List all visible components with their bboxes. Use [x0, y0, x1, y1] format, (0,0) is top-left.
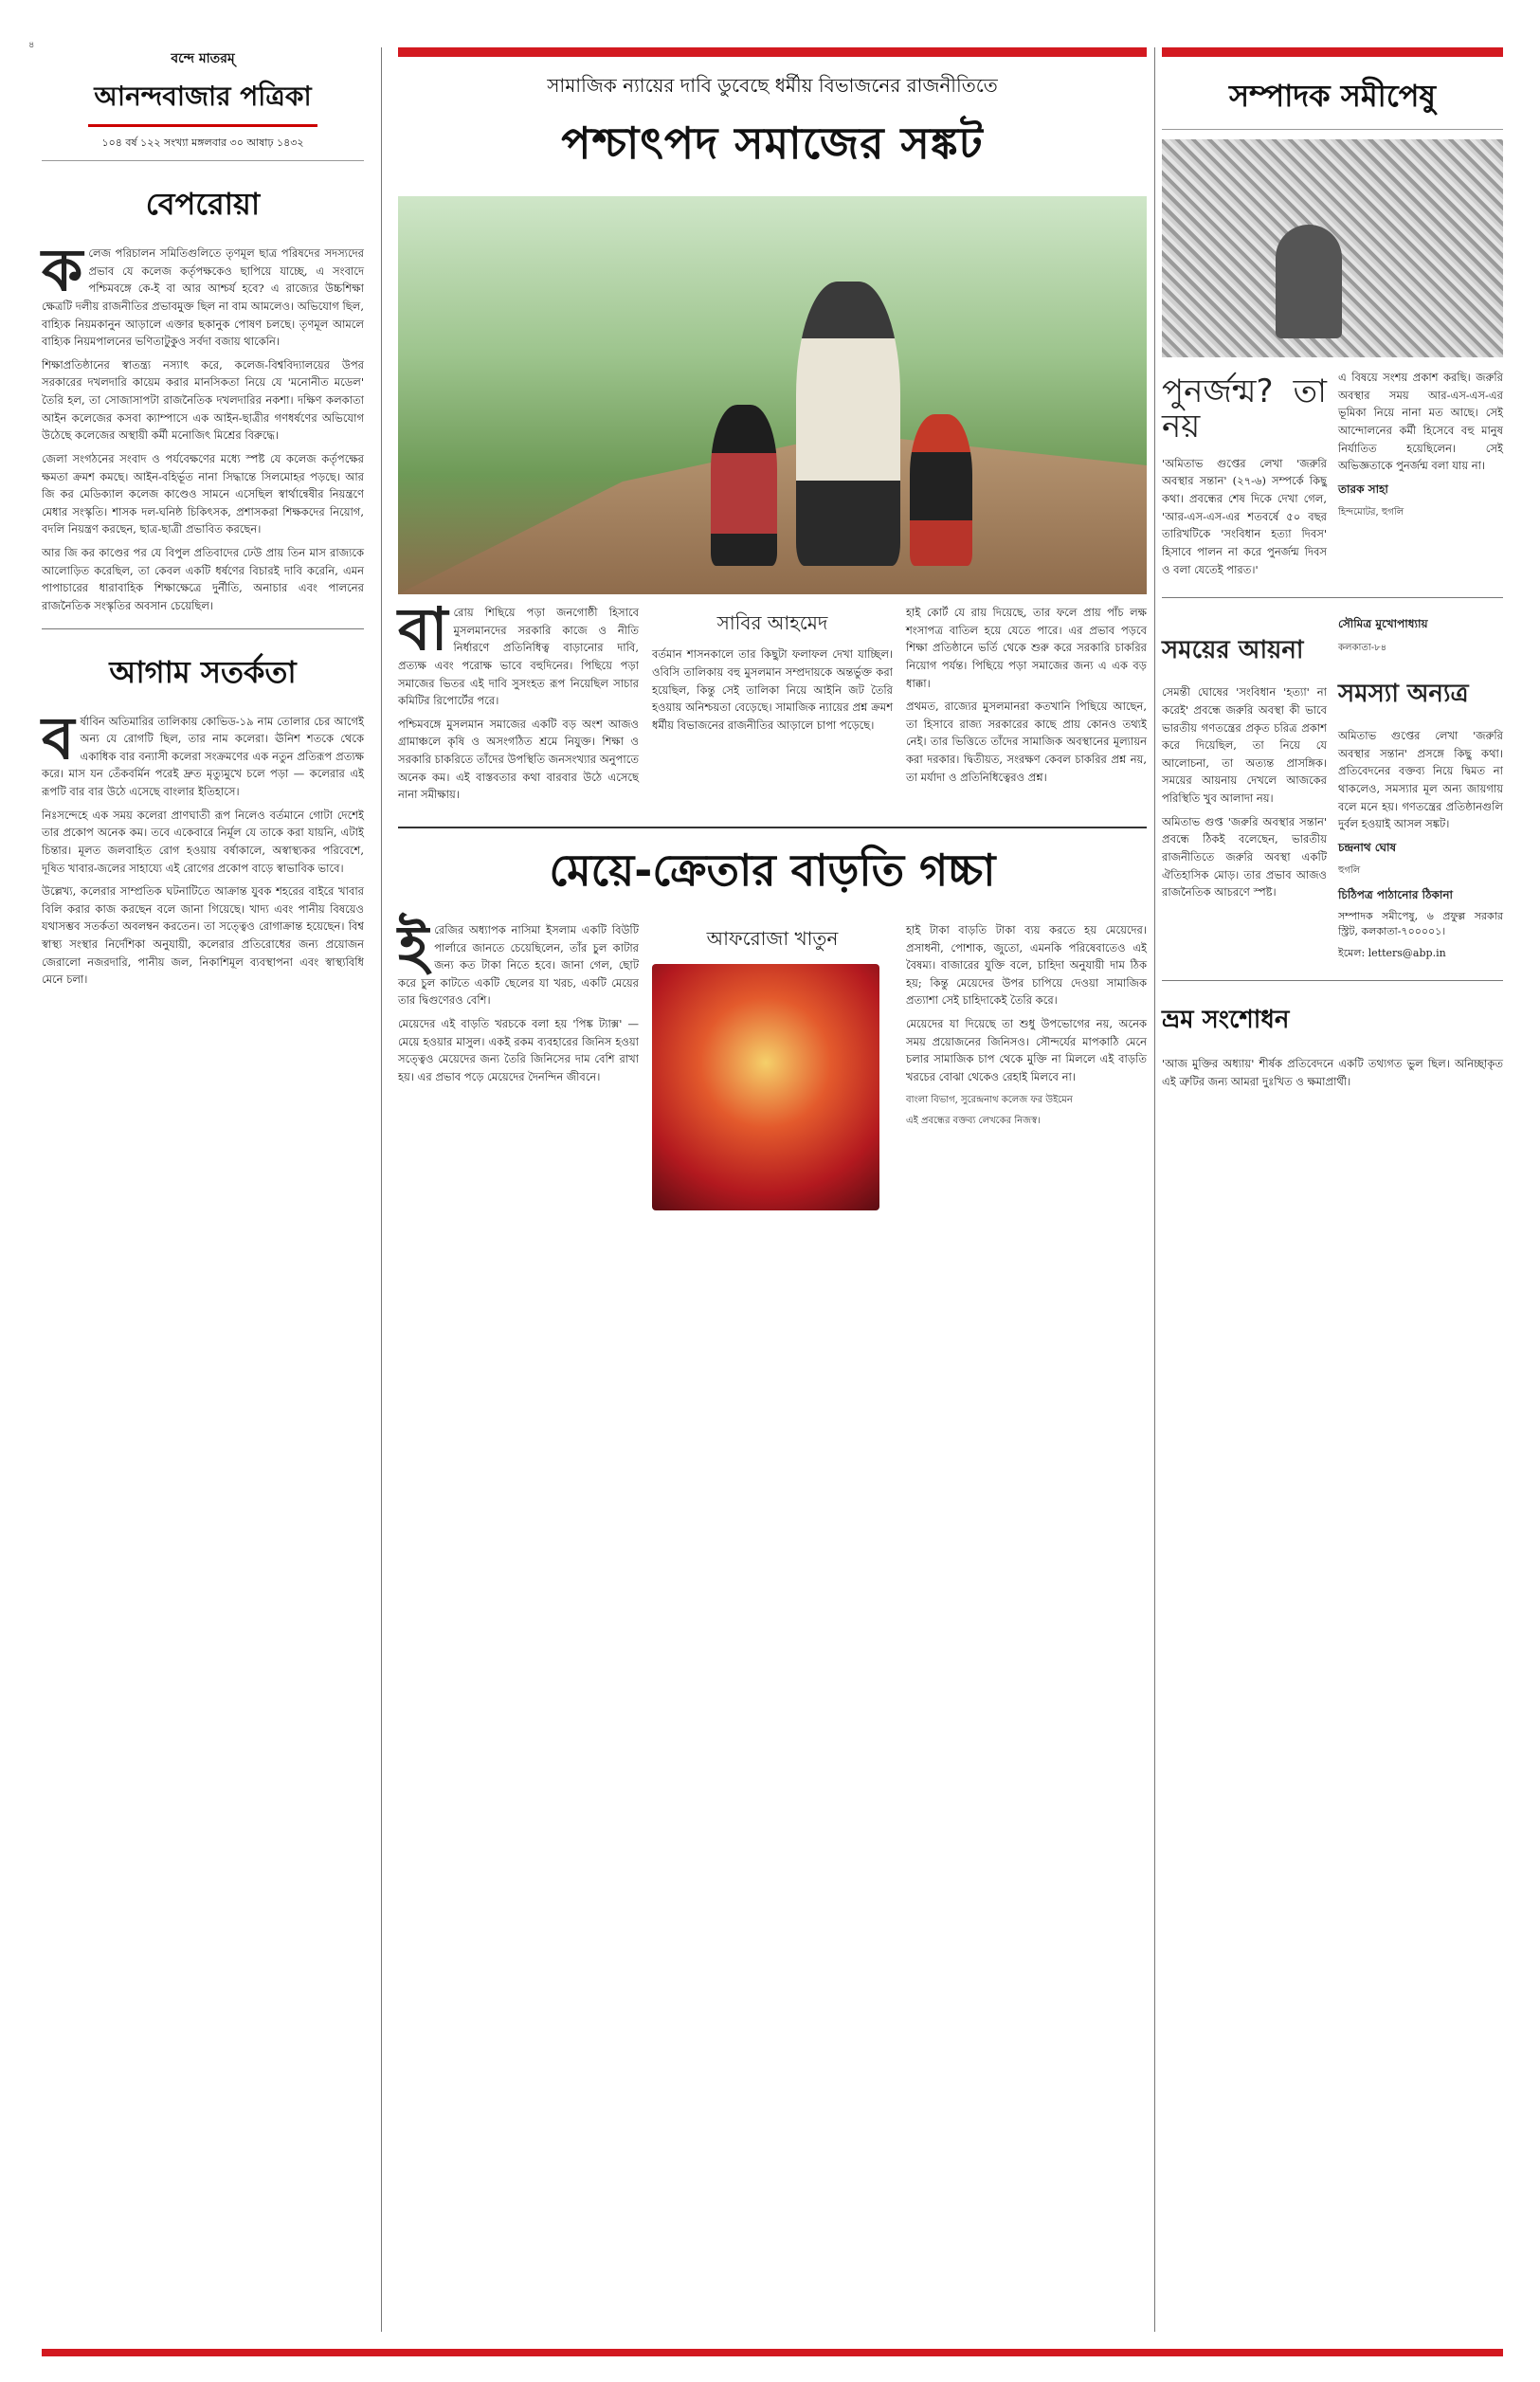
- paragraph: সেমন্তী ঘোষের 'সংবিধান 'হত্যা' না করেই' প্রবন্ধে জরুরি অবস্থা কী ভাবে ভারতীয় গণতন্ত্রের প্রকৃত চরিত্র প্রকাশ করে দিয়েছিল, তা নিয়ে যে আলোচনা, তা অত্যন্ত প্রাসঙ্গিক। সময়ের আয়নায় দেখলে আজকের পরিস্থিতি খুব আলাদা নয়।: [1162, 685, 1327, 806]
- paragraph: মেয়েদের যা দিয়েছে তা শুধু উপভোগের নয়, অনেক সময় প্রয়োজনের জিনিসও। সৌন্দর্যের মাপকাঠি মেনে চলার সামাজিক চাপ থেকে মুক্তি না মিললে এই বাড়তি খরচের বোঝা থেকেও রেহাই মিলবে না।: [906, 1017, 1147, 1083]
- letter-place: হিন্দমোটর, হুগলি: [1338, 507, 1404, 518]
- paragraph: মেয়েদের এই বাড়তি খরচকে বলা হয় 'পিঙ্ক ট্যাক্স' — মেয়ে হওয়ার মাসুল। একই রকম ব্যবহারের জিনিস হওয়া সত্ত্বেও মেয়েদের জন্য তৈরি জিনিসের দাম বেশি রাখা হয়। এর প্রভাব পড়ে মেয়েদের দৈনন্দিন জীবনে।: [398, 1017, 639, 1083]
- paragraph: 'অমিতাভ গুপ্তের লেখা 'জরুরি অবস্থার সন্তান' (২৭-৬) সম্পর্কে কিছু কথা। প্রবন্ধের শেষ দিকে দেখা গেল, 'আর-এস-এস-এর শতবর্ষে ৫০ বছর তারিখটিকে 'সংবিধান হত্যা দিবস' হিসাবে পালন না করে পুনর্জন্ম দিবস ও বলা যেতেই পারত।': [1162, 456, 1327, 576]
- article-photo: [398, 196, 1147, 594]
- editorial-title: বেপরোয়া: [145, 186, 261, 222]
- drop-cap: বা: [398, 594, 448, 664]
- photo-figure-adult: [796, 282, 900, 566]
- paragraph: হাই টাকা বাড়তি টাকা ব্যয় করতে হয় মেয়েদের। প্রসাধনী, পোশাক, জুতো, এমনকি পরিষেবাতেও এই বৈষম্য। বাজারের যুক্তি বলে, চাহিদা অনুযায়ী দাম ঠিক হয়; কিন্তু মেয়েদের উপর চাপিয়ে দেওয়া সামাজিক প্রত্যাশা সেই চাহিদাকেই তৈরি করে।: [906, 922, 1147, 1008]
- letter-signature: সৌমিত্র মুখোপাধ্যায়: [1338, 617, 1428, 631]
- drop-cap: ব: [42, 702, 75, 773]
- editorial-column: [42, 47, 364, 994]
- letter-text-column: [1162, 369, 1327, 584]
- masthead-issue: ১০৪ বর্ষ ১২২ সংখ্যা মঙ্গলবার ৩০ আষাঢ় ১৪৩২: [101, 136, 304, 149]
- accent-bar: [1162, 47, 1503, 57]
- editorial-title: আগাম সতর্কতা: [109, 653, 297, 690]
- address-box: [1338, 886, 1503, 962]
- column-divider: [1154, 47, 1155, 2332]
- paragraph: রোয় শিছিয়ে পড়া জনগোষ্ঠী হিসাবে মুসলমানদের সরকারি কাজে ও নীতি নির্ধারণে প্রতিনিধিত্ব বাড়ানোর দাবি, প্রত্যক্ষ এবং পরোক্ষ ভাবে বহুদিনের। পিছিয়ে পড়া সমাজের ভিতর এই দাবি সুসংহত রূপ নিয়েছিল সাচার কমিটির রিপোর্টের পরে।: [398, 606, 639, 708]
- address-label: চিঠিপত্র পাঠানোর ঠিকানা: [1338, 887, 1454, 901]
- letter-columns: [1162, 611, 1503, 967]
- crowd-photo: [1162, 139, 1503, 357]
- divider: [42, 628, 364, 629]
- article-columns: [398, 594, 1147, 809]
- paragraph: জেলা সংগঠনের সংবাদ ও পর্যবেক্ষণের মধ্যে স্পষ্ট যে কলেজ কর্তৃপক্ষের ক্ষমতা ক্রমশ কমছে। আইন-বহির্ভূত নানা সিদ্ধান্তে সিলমোহর পড়ছে। আর জি কর মেডিক্যাল কলেজ কাণ্ডেও সামনে এসেছিল স্বার্থান্বেষীর নিয়ন্ত্রণে মেধার সংস্কৃতি। শাসক দল-ঘনিষ্ঠ চিকিৎসক, প্রশাসকরা শিক্ষকদের নিয়োগ, বদলি নিয়ন্ত্রণ করছেন, ছাত্র-ছাত্রী প্রভাবিত করছেন।: [42, 451, 364, 536]
- drop-cap: ক: [42, 235, 83, 304]
- article-kicker: সামাজিক ন্যায়ের দাবি ডুবেছে ধর্মীয় বিভাজনের রাজনীতিতে: [547, 74, 998, 97]
- editorial-body: [42, 235, 364, 615]
- photo-figure-child: [910, 414, 972, 566]
- article-text-column: [398, 594, 639, 809]
- paragraph: র্ষাবিন অতিমারির তালিকায় কোভিড-১৯ নাম তোলার চের আগেই অন্য যে রোগটি ছিল, তার নাম কলেরা। ঊনিশ শতকে থেকে একাধিক বার বন্যাসী কলেরা সংক্রমণের এক নতুন প্রতিরূপ প্রত্যক্ষ করে। মাস যন তেঁকবর্মিন পরেই দ্রুত মৃত্যুমুখে চলে পড়া — কলেরার এই রূপটি বার বার উঠে এসেছে বাংলার ইতিহাসে।: [42, 714, 364, 798]
- paragraph: আর জি কর কাণ্ডের পর যে বিপুল প্রতিবাদের ঢেউ প্রায় তিন মাস রাজ্যকে আলোড়িত করেছিল, তা কেবল একটি ধর্ষণের বিচারই দাবি করেনি, এমন পাপাচারের ধারাবাহিক শিক্ষাক্ষেত্রে দুর্নীতি, অনাচার এবং পালনের রাজনৈতিক সংস্কৃতির অবসান চেয়েছিল।: [42, 546, 364, 612]
- author-affiliation: বাংলা বিভাগ, সুরেন্দ্রনাথ কলেজ ফর উইমেন: [906, 1094, 1073, 1105]
- article-text-column: [398, 911, 639, 1210]
- page-number: ৪: [28, 40, 35, 50]
- letter-signature: চন্দ্রনাথ ঘোষ: [1338, 840, 1397, 854]
- letter-columns: [1162, 369, 1503, 584]
- letters-section-title: সম্পাদক সমীপেষু: [1162, 72, 1503, 130]
- paragraph: এ বিষয়ে সংশয় প্রকাশ করছি। জরুরি অবস্থার সময় আর-এস-এস-এর ভূমিকা নিয়ে নানা মত আছে। সেই আন্দোলনের কর্মী হিসেবে বহু মানুষ নির্যাতিত হয়েছিলেন। সেই অভিজ্ঞতাকে পুনর্জন্ম বলা যায় না।: [1338, 371, 1503, 473]
- paragraph: বর্তমান শাসনকালে তার কিছুটা ফলাফল দেখা যাচ্ছিল। ওবিসি তালিকায় বহু মুসলমান সম্প্রদায়কে অন্তর্ভুক্ত করা হয়েছিল, কিন্তু সেই তালিকা নিয়ে আইনি জট তৈরি হওয়ায় অনিশ্চয়তা বেড়েছে। সামাজিক ন্যায়ের প্রশ্ন ক্রমশ ধর্মীয় বিভাজনের রাজনীতির আড়ালে চাপা পড়েছে।: [652, 647, 893, 732]
- letter-place: হুগলি: [1338, 865, 1361, 877]
- second-article-headline: মেয়ে-ক্রেতার বাড়তি গচ্চা: [398, 827, 1147, 910]
- bottom-accent-bar: [42, 2349, 1503, 2356]
- drop-cap: ই: [398, 911, 429, 981]
- email-address: ইমেল: letters@abp.in: [1338, 946, 1446, 959]
- paragraph: শিক্ষাপ্রতিষ্ঠানের স্বাতন্ত্র্য নস্যাৎ করে, কলেজ-বিশ্ববিদ্যালয়ের উপর সরকারের দখলদারি কায়েম করার মানসিকতা নিয়ে যে 'মনোনীত মডেল' তৈরি হল, তা সোজাসাপটা রাজনৈতিক দখলদারির নকশা। দক্ষিণ কলকাতা আইন কলেজের কসবা ক্যাম্পাসে এক আইন-ছাত্রীর গণধর্ষণের অভিযোগ উঠেছে কলেজের অস্থায়ী কর্মী মনোজিৎ মিশ্রের বিরুদ্ধে।: [42, 357, 364, 443]
- main-article-column: [398, 47, 1147, 1210]
- paragraph: লেজ পরিচালন সমিতিগুলিতে তৃণমূল ছাত্র পরিষদের সদস্যদের প্রভাব যে কলেজ কর্তৃপক্ষকেও ছাপিয়ে যাচ্ছে, এ সংবাদে পশ্চিমবঙ্গে কে-ই বা আর আশ্চর্য হবে? এ রাজ্যের উচ্চশিক্ষা ক্ষেত্রটি দলীয় রাজনীতির প্রভাবমুক্ত ছিল না বাম আমলেও। অভিযোগ ছিল, বাহ্যিক নিয়মকানুন আড়ালে এক্তার ছকানুক পোষণ চলছে। তৃণমূল আমলে বাহ্যিক নিয়মপালনের ভণিতাটুকুও সর্বদা বজায় থাকেনি।: [42, 246, 364, 349]
- divider: [1162, 980, 1503, 981]
- disclaimer-note: এই প্রবন্ধের বক্তব্য লেখকের নিজস্ব।: [906, 1116, 1041, 1126]
- masthead: [42, 47, 364, 161]
- address-text: সম্পাদক সমীপেষু, ৬ প্রফুল্ল সরকার স্ট্রিট, কলকাতা-৭০০০০১।: [1338, 909, 1503, 938]
- masthead-paper-name: আনন্দবাজার পত্রিকা: [88, 76, 317, 127]
- paragraph: রেজির অধ্যাপক নাসিমা ইসলাম একটি বিউটি পার্লারে জানতে চেয়েছিলেন, তাঁর চুল কাটার জন্য কত টাকা নিতে হবে। জানা গেল, ছোট করে চুল কাটতে একটি ছেলের যা খরচ, একটি মেয়ের তার দ্বিগুণেরও বেশি।: [398, 922, 639, 1008]
- letter-text-column: [1338, 369, 1503, 584]
- letter-text-column: [1162, 611, 1327, 967]
- letter-title: সময়ের আয়না: [1162, 636, 1304, 665]
- paragraph: অমিতাভ গুপ্তের লেখা 'জরুরি অবস্থার সন্তান' প্রসঙ্গে কিছু কথা। প্রতিবেদনের বক্তব্য নিয়ে দ্বিমত না থাকলেও, সমস্যার মূল অন্য জায়গায় বলে মনে হয়। গণতন্ত্রের প্রতিষ্ঠানগুলি দুর্বল হওয়াই আসল সঙ্কট।: [1338, 729, 1503, 831]
- erratum-text: 'আজ মুক্তির অধ্যায়' শীর্ষক প্রতিবেদনে একটি তথ্যগত ভুল ছিল। অনিচ্ছাকৃত এই ত্রুটির জন্য আমরা দুঃখিত ও ক্ষমাপ্রার্থী।: [1162, 1057, 1503, 1089]
- second-article-columns: [398, 911, 1147, 1210]
- column-divider: [381, 47, 382, 2332]
- letters-column: [1162, 47, 1503, 1091]
- paragraph: পশ্চিমবঙ্গে মুসলমান সমাজের একটি বড় অংশ আজও গ্রামাঞ্চলে কৃষি ও অসংগঠিত শ্রমে নিযুক্ত। শিক্ষা ও সরকারি চাকরিতে তাঁদের উপস্থিতি জনসংখ্যার অনুপাতে অনেক কম। এই বাস্তবতার কথা বারবার উঠে এসেছে নানা সমীক্ষায়।: [398, 717, 639, 802]
- article-text-column: [906, 921, 1147, 1210]
- photo-figure-child: [711, 405, 777, 566]
- paragraph: অমিতাভ গুপ্ত 'জরুরি অবস্থার সন্তান' প্রবন্ধে ঠিকই বলেছেন, ভারতীয় রাজনীতিতে জরুরি অবস্থা একটি ঐতিহাসিক মোড়। তার প্রভাব আজও রাজনৈতিক আচরণে স্পষ্ট।: [1162, 814, 1327, 900]
- article-byline: সাবির আহমেদ: [716, 611, 828, 634]
- masthead-motto: বন্দে মাতরম্: [171, 51, 235, 66]
- letter-title: সমস্যা অন্যত্র: [1338, 680, 1469, 709]
- divider: [1162, 597, 1503, 598]
- letter-title: পুনর্জন্ম? তা নয়: [1162, 373, 1327, 446]
- letter-signature: তারক সাহা: [1338, 482, 1388, 496]
- paragraph: উল্লেখ্য, কলেরার সাম্প্রতিক ঘটনাটিতে আক্রান্ত যুবক শহরের বাইরে খাবার বিলি করার কাজ করছেন বলে জানা গিয়েছে। খাদ্য এবং পানীয় বিষয়েও যথাসম্ভব সতর্কতা অবলম্বন করতেন। তা সত্ত্বেও রোগাক্রান্ত হয়েছেন। বিশ্ব স্বাস্থ্য সংস্থার নির্দেশিকা অনুযায়ী, কলেরার প্রতিরোধের জন্য প্রয়োজন জেরালো নজরদারি, পানীয় জল, নিকাশিমূল ব্যবস্থাপনা এবং স্বাস্থ্যবিধি মেনে চলা।: [42, 884, 364, 987]
- letter-place: কলকাতা-৮৪: [1338, 642, 1387, 653]
- paragraph: নিঃসন্দেহে এক সময় কলেরা প্রাণঘাতী রূপ নিলেও বর্তমানে গোটা দেশেই তার প্রকোপ অনেক কম। তবে একেবারে নির্মূল যে তাকে করা যায়নি, এটাই চিন্তার। মূলত জলবাহিত রোগ হওয়ায় বর্ষাকালে, অস্বাস্থ্যকর পরিবেশে, দূষিত খাবার-জলের সাহায্যে এই রোগের প্রকোপ বাড়ে স্বাভাবিক ভাবে।: [42, 808, 364, 875]
- paragraph: হাই কোর্ট যে রায় দিয়েছে, তার ফলে প্রায় পাঁচ লক্ষ শংসাপত্র বাতিল হয়ে যেতে পারে। এর প্রভাব পড়বে শিক্ষা প্রতিষ্ঠানে ভর্তি থেকে শুরু করে সরকারি চাকরির নিয়োগ পর্যন্ত। পিছিয়ে পড়া সমাজের জন্য এ এক বড় ধাক্কা।: [906, 606, 1147, 690]
- letter-text-column: [1338, 611, 1503, 967]
- article-text-column: [652, 604, 893, 809]
- paragraph: প্রথমত, রাজ্যের মুসলমানরা কতখানি পিছিয়ে আছেন, তা হিসাবে রাজ্য সরকারের কাছে প্রায় কোনও তথ্যই নেই। তার ভিত্তিতে তাঁদের সামাজিক অবস্থানের মূল্যায়ন করা দরকার। দ্বিতীয়ত, সংরক্ষণ কেবল চাকরির প্রশ্ন নয়, তা মর্যাদা ও প্রতিনিধিত্বেরও প্রশ্ন।: [906, 700, 1147, 784]
- erratum-title: ভ্রম সংশোধন: [1162, 1006, 1290, 1035]
- article-text-column: [906, 604, 1147, 809]
- article-photo-column: [652, 921, 893, 1210]
- editorial-body: [42, 702, 364, 989]
- article-byline: আফরোজা খাতুন: [706, 926, 839, 950]
- doll-photo: [652, 964, 879, 1210]
- accent-bar: [398, 47, 1147, 57]
- article-headline: পশ্চাৎপদ সমাজের সঙ্কট: [561, 118, 984, 169]
